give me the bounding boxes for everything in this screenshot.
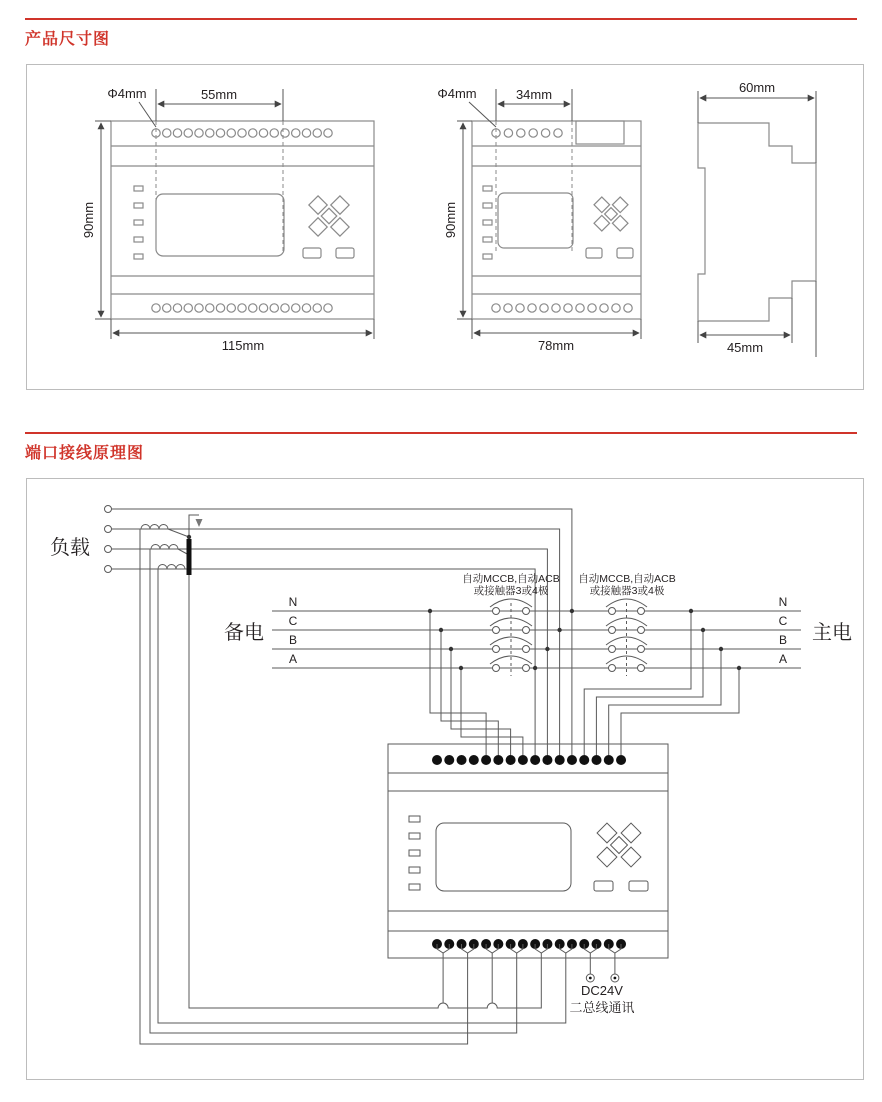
section-divider-top (25, 18, 857, 20)
ct-common-links (168, 515, 199, 569)
ext-lines-90 (457, 121, 472, 319)
lcd-screen (156, 194, 284, 256)
compact-view-figure (437, 86, 641, 353)
bus-label: 二总线通讯 (569, 1000, 635, 1015)
junction-dots (428, 609, 741, 670)
dimensions-drawing (27, 65, 863, 389)
dim-label-90: 90mm (81, 201, 96, 239)
dim-label-90: 90mm (443, 201, 458, 239)
section-divider-wiring (25, 432, 857, 434)
nav-pad (585, 188, 637, 240)
dc-terminal-dot (614, 977, 617, 980)
button-left (586, 248, 602, 258)
dc-wires (590, 953, 615, 974)
bottom-terminal-holes (152, 304, 332, 312)
front-view-figure (81, 86, 374, 353)
hole-leader-line (469, 102, 496, 127)
main-breaker-bank (578, 572, 675, 676)
bus-lines-group (224, 595, 852, 668)
device-outline (388, 744, 668, 958)
top-terminal-holes (152, 129, 332, 137)
button-left (594, 881, 613, 891)
hole-dia-label: Φ4mm (107, 86, 147, 101)
ground-arrow-icon (196, 519, 203, 527)
controller-device (388, 744, 668, 958)
phase-label: A (778, 652, 788, 666)
dc-label: DC24V (581, 983, 623, 998)
dim-label-55: 55mm (200, 87, 238, 102)
breaker-poles (606, 599, 647, 676)
load-label: 负载 (50, 537, 90, 559)
breaker-label-2: 或接触器3或4极 (473, 585, 549, 597)
phase-label: N (778, 595, 788, 609)
dimensions-section-title: 产品尺寸图 (25, 31, 111, 48)
breaker-label-1: 自动MCCB,自动ACB (578, 573, 676, 585)
phase-label: B (288, 633, 298, 647)
dim-label-115: 115mm (221, 338, 265, 353)
backup-tap-wire-a (461, 668, 523, 755)
breaker-label-1: 自动MCCB,自动ACB (462, 573, 560, 585)
backup-label: 备电 (224, 622, 264, 644)
nav-pad (298, 185, 360, 247)
top-terminal-holes (492, 129, 562, 137)
main-label: 主电 (812, 622, 852, 644)
top-terminal-dots (432, 755, 626, 765)
dimensions-panel (26, 64, 864, 390)
top-module-block (576, 121, 624, 144)
dc-terminal-dot (589, 977, 592, 980)
load-terminals (105, 506, 112, 573)
side-profile-figure (698, 80, 816, 357)
sensing-taps (428, 609, 741, 755)
main-tap-wires (584, 611, 739, 755)
led-indicators (134, 186, 143, 259)
wiring-schematic (27, 479, 863, 1079)
button-right (617, 248, 633, 258)
led-indicators (483, 186, 492, 259)
phase-label: C (778, 614, 788, 628)
dc-bus-group (569, 953, 634, 1015)
profile-outline (698, 123, 816, 321)
wiring-section-title: 端口接线原理图 (25, 445, 145, 462)
current-transformers (141, 525, 185, 570)
ext-lines-90 (95, 121, 111, 319)
hole-center-lines (156, 121, 283, 251)
bottom-terminal-holes (492, 304, 632, 312)
breaker-poles (490, 599, 532, 676)
button-left (303, 248, 321, 258)
dim-label-45: 45mm (726, 340, 764, 355)
phase-label: C (288, 614, 298, 628)
button-right (629, 881, 648, 891)
device-outline (111, 121, 374, 319)
ext-lines-115 (111, 319, 374, 339)
ext-lines-60 (698, 91, 816, 163)
phase-label: B (778, 633, 788, 647)
lcd-screen (498, 193, 573, 248)
phase-label: N (288, 595, 298, 609)
junction-dot (187, 535, 191, 539)
hole-leader-line (139, 102, 156, 127)
dim-label-78: 78mm (537, 338, 575, 353)
hole-dia-label: Φ4mm (437, 86, 477, 101)
backup-breaker-bank (462, 572, 559, 676)
load-tap-wires (535, 611, 572, 755)
ct-secondary-wires (140, 529, 566, 1044)
breaker-label-2: 或接触器3或4极 (589, 585, 665, 597)
button-right (336, 248, 354, 258)
hole-center-lines (496, 121, 572, 251)
lcd-screen (436, 823, 571, 891)
device-panel-lines (111, 146, 374, 294)
ext-lines-78 (472, 319, 641, 339)
dim-label-34: 34mm (515, 87, 553, 102)
dim-label-60: 60mm (738, 80, 776, 95)
nav-pad (585, 811, 653, 879)
phase-label: A (288, 652, 298, 666)
wiring-panel (26, 478, 864, 1080)
led-indicators (409, 816, 420, 890)
